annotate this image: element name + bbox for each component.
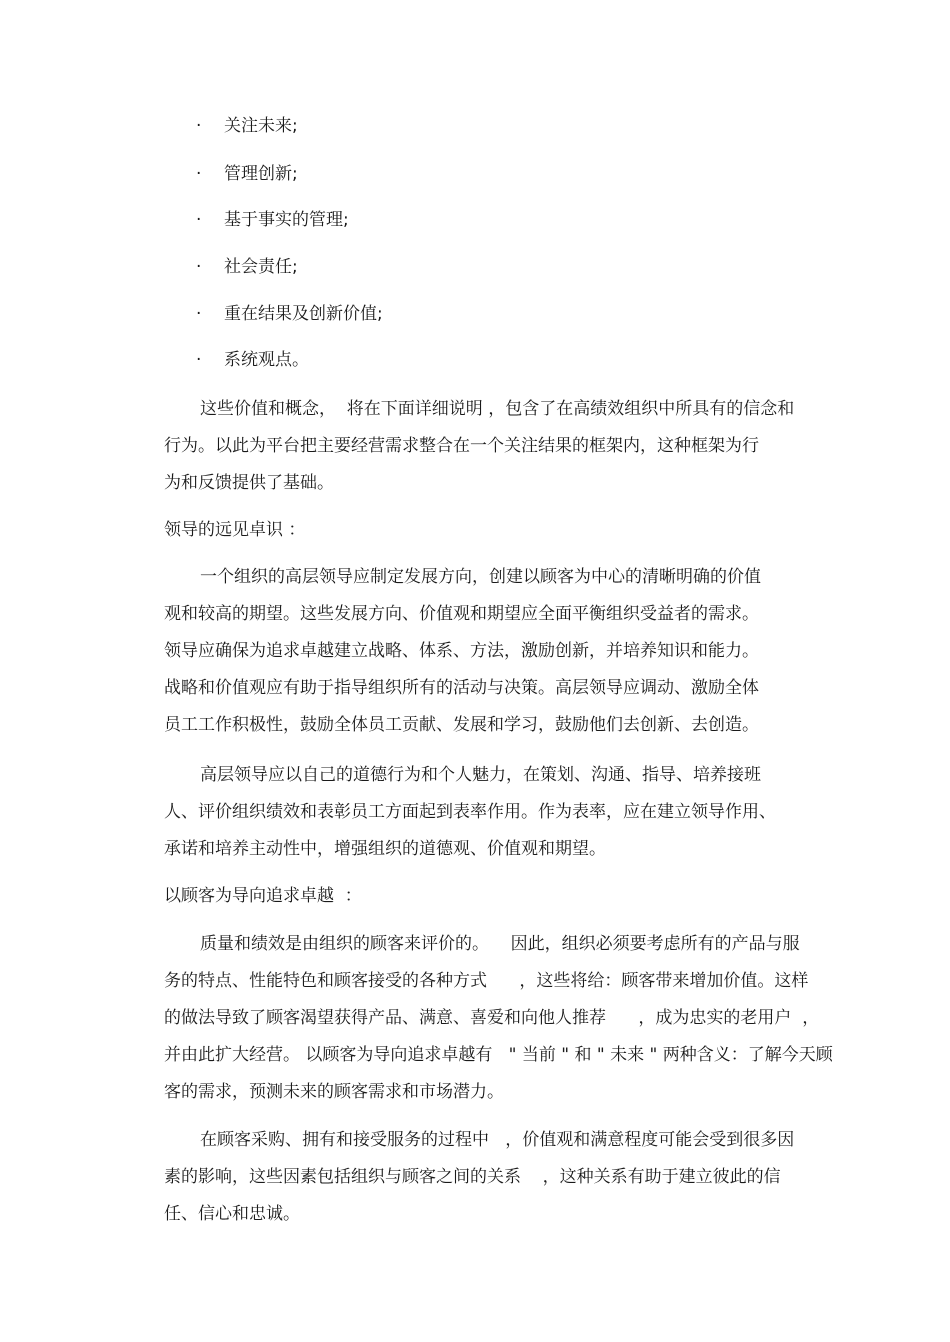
bullet-marker: · [196, 210, 202, 230]
paragraph-line: 人、评价组织绩效和表彰员工方面起到表率作用。作为表率，应在建立领导作用、 [164, 802, 776, 822]
section-heading-leadership: 领导的远见卓识 ： [164, 520, 306, 540]
bullet-marker: · [196, 257, 202, 277]
list-item-text: 关注未来; [224, 116, 298, 136]
paragraph-line: 一个组织的高层领导应制定发展方向，创建以顾客为中心的清晰明确的价值 [200, 567, 761, 587]
list-item-text: 基于事实的管理; [224, 210, 349, 230]
paragraph-line: 战略和价值观应有助于指导组织所有的活动与决策。高层领导应调动、激励全体 [164, 678, 759, 698]
paragraph-line: 在顾客采购、拥有和接受服务的过程中 ，价值观和满意程度可能会受到很多因 [200, 1130, 795, 1150]
intro-paragraph-line: 为和反馈提供了基础。 [164, 473, 334, 493]
paragraph-line: 客的需求，预测未来的顾客需求和市场潜力。 [164, 1082, 504, 1102]
paragraph-line: 的做法导致了顾客渴望获得产品、满意、喜爱和向他人推荐 ，成为忠实的老用户 ， [164, 1008, 820, 1028]
paragraph-line: 承诺和培养主动性中，增强组织的道德观、价值观和期望。 [164, 839, 606, 859]
section-heading-customer: 以顾客为导向追求卓越 ： [164, 886, 362, 906]
paragraph-line: 观和较高的期望。这些发展方向、价值观和期望应全面平衡组织受益者的需求。 [164, 604, 759, 624]
paragraph-line: 质量和绩效是由组织的顾客来评价的。 因此，组织必须要考虑所有的产品与服 [200, 934, 800, 954]
paragraph-line: 务的特点、性能特色和顾客接受的各种方式 ，这些将给：顾客带来增加价值。这样 [164, 971, 809, 991]
paragraph-line: 任、信心和忠诚。 [164, 1204, 300, 1224]
paragraph-line: 并由此扩大经营。 以顾客为导向追求卓越有 " 当前 " 和 " 未来 " 两种含义：了解今天顾 [164, 1045, 833, 1065]
paragraph-line: 素的影响，这些因素包括组织与顾客之间的关系 ，这种关系有助于建立彼此的信 [164, 1167, 781, 1187]
list-item-text: 管理创新; [224, 164, 298, 184]
bullet-marker: · [196, 116, 202, 136]
bullet-marker: · [196, 350, 202, 370]
list-item-text: 重在结果及创新价值; [224, 304, 383, 324]
paragraph-line: 领导应确保为追求卓越建立战略、体系、方法，激励创新，并培养知识和能力。 [164, 641, 759, 661]
list-item-text: 系统观点。 [224, 350, 309, 370]
paragraph-line: 员工工作积极性，鼓励全体员工贡献、发展和学习，鼓励他们去创新、去创造。 [164, 715, 759, 735]
intro-paragraph-line: 行为。以此为平台把主要经营需求整合在一个关注结果的框架内，这种框架为行 [164, 436, 759, 456]
intro-paragraph-line: 这些价值和概念， 将在下面详细说明 ，包含了在高绩效组织中所具有的信念和 [200, 399, 795, 419]
bullet-marker: · [196, 304, 202, 324]
bullet-marker: · [196, 164, 202, 184]
list-item-text: 社会责任; [224, 257, 298, 277]
paragraph-line: 高层领导应以自己的道德行为和个人魅力，在策划、沟通、指导、培养接班 [200, 765, 761, 785]
